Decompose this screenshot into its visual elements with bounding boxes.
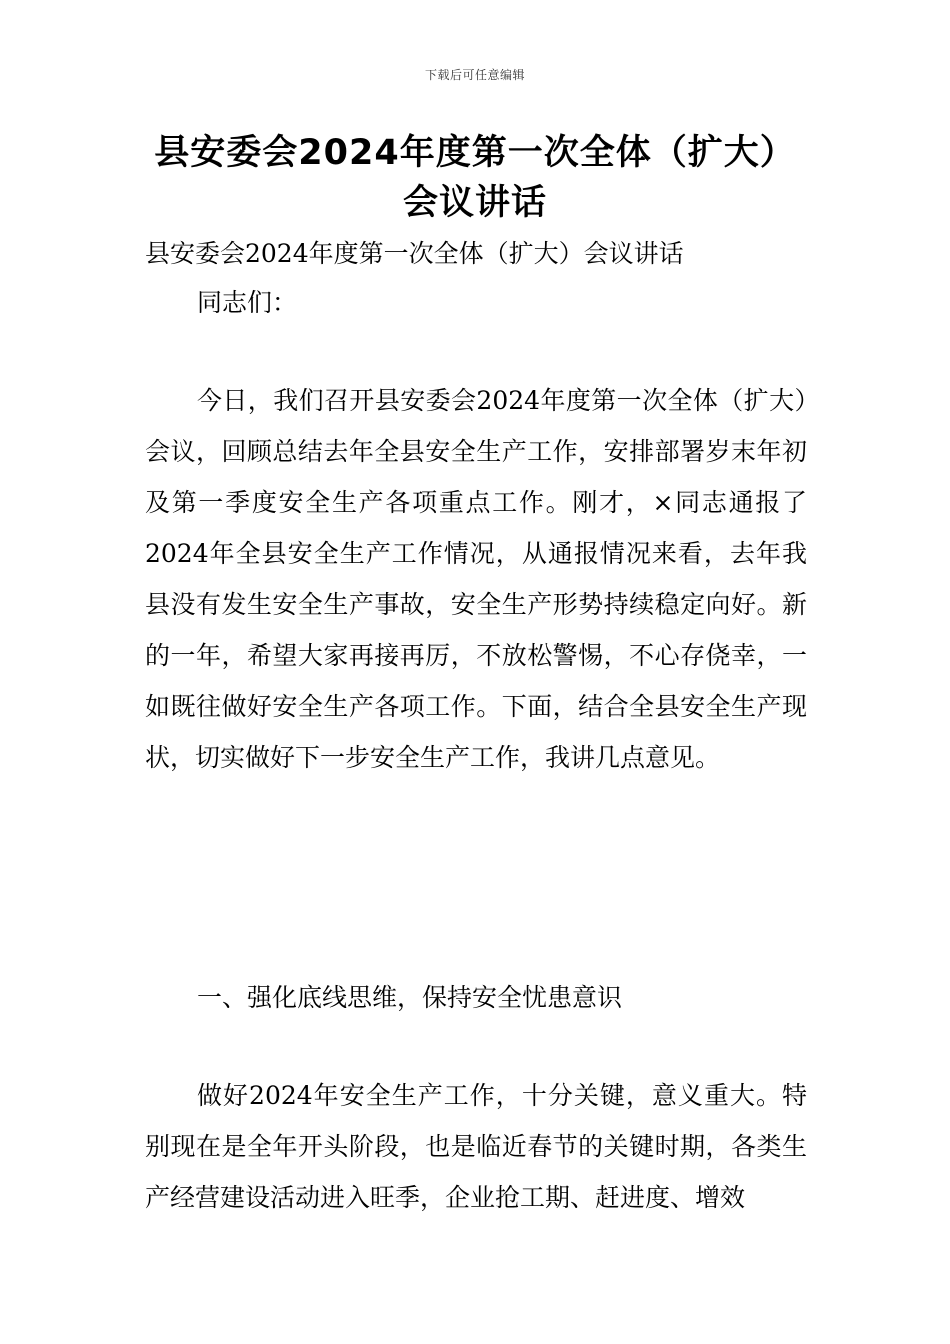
body-paragraph-1: 今日，我们召开县安委会2024年度第一次全体（扩大）会议，回顾总结去年全县安全生产工作，安排部署岁末年初及第一季度安全生产各项重点工作。刚才，×同志通报了2024年全县安全生产工作情况，从通报情况来看，去年我县没有发生安全生产事故，安全生产形势持续稳定向好。新的一年，希望大家再接再厉，不放松警惕，不心存侥幸，一如既往做好安全生产各项工作。下面，结合全县安全生产现状，切实做好下一步安全生产工作，我讲几点意见。 [145, 386, 807, 772]
document-subtitle: 县安委会2024年度第一次全体（扩大）会议讲话 [145, 239, 684, 268]
page-header-note: 下载后可任意编辑 [424, 68, 525, 82]
salutation: 同志们： [197, 288, 298, 317]
document-title: 县安委会2024年度第一次全体（扩大）会议讲话 [154, 133, 796, 223]
section-heading-1: 一、强化底线思维，保持安全忧患意识 [197, 983, 623, 1012]
body-paragraph-2: 做好2024年安全生产工作，十分关键，意义重大。特别现在是全年开头阶段，也是临近春节的关键时期，各类生产经营建设活动进入旺季，企业抢工期、赶进度、增效 [145, 1081, 807, 1212]
